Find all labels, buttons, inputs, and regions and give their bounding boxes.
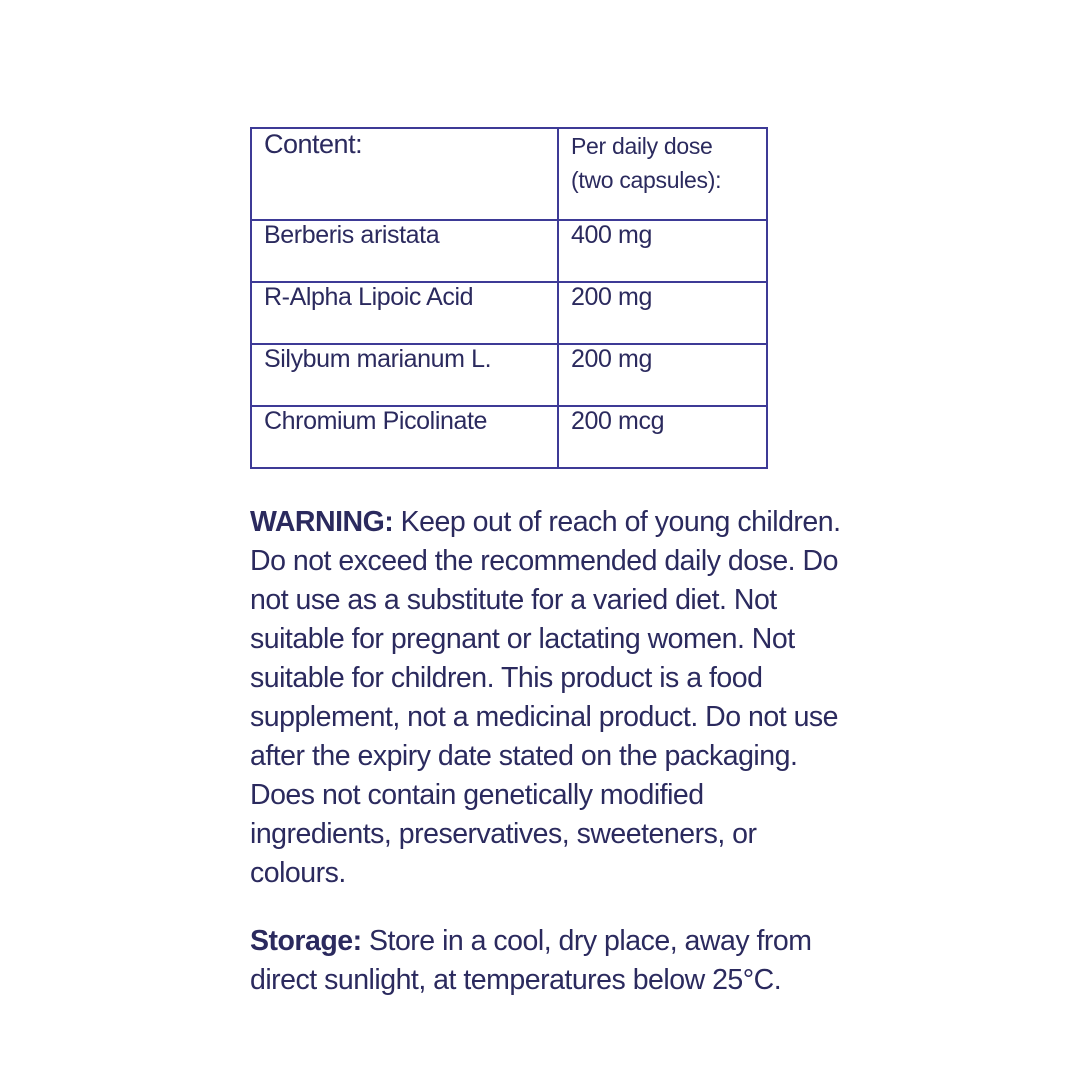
table-row [251, 220, 767, 282]
ingredient-name: Chromium Picolinate [251, 406, 558, 468]
ingredient-name: Silybum marianum L. [251, 344, 558, 406]
ingredient-dose: 200 mcg [558, 406, 767, 468]
table-row [251, 344, 767, 406]
supplement-label-panel [250, 127, 850, 1028]
daily-dose-header [558, 128, 767, 220]
ingredient-dose: 400 mg [558, 220, 767, 282]
ingredient-dose: 200 mg [558, 344, 767, 406]
warning-label: WARNING: [250, 506, 394, 538]
warning-text: Keep out of reach of young children. Do not exceed the recommended daily dose. Do not use as a substitute for a varied diet. Not suitable for pregnant or lactating women. Not suitable for children. This product is a food supplement, not a medicinal product. Do not use after the expiry date stated on the packaging. Does not contain genetically modified ingredients, preservatives, sweeteners, or colours. [250, 506, 841, 889]
daily-dose-header-line2: (two capsules): [571, 167, 722, 193]
content-header: Content: [251, 128, 558, 220]
table-header-row [251, 128, 767, 220]
storage-paragraph [250, 922, 850, 1000]
table-row [251, 282, 767, 344]
ingredients-table [250, 127, 768, 469]
ingredient-dose: 200 mg [558, 282, 767, 344]
warning-paragraph [250, 503, 850, 893]
table-row [251, 406, 767, 468]
ingredient-name: Berberis aristata [251, 220, 558, 282]
storage-text: Store in a cool, dry place, away from direct sunlight, at temperatures below 25°C. [250, 924, 812, 996]
ingredient-name: R-Alpha Lipoic Acid [251, 282, 558, 344]
storage-label: Storage: [250, 924, 362, 957]
daily-dose-header-line1: Per daily dose [571, 133, 713, 159]
